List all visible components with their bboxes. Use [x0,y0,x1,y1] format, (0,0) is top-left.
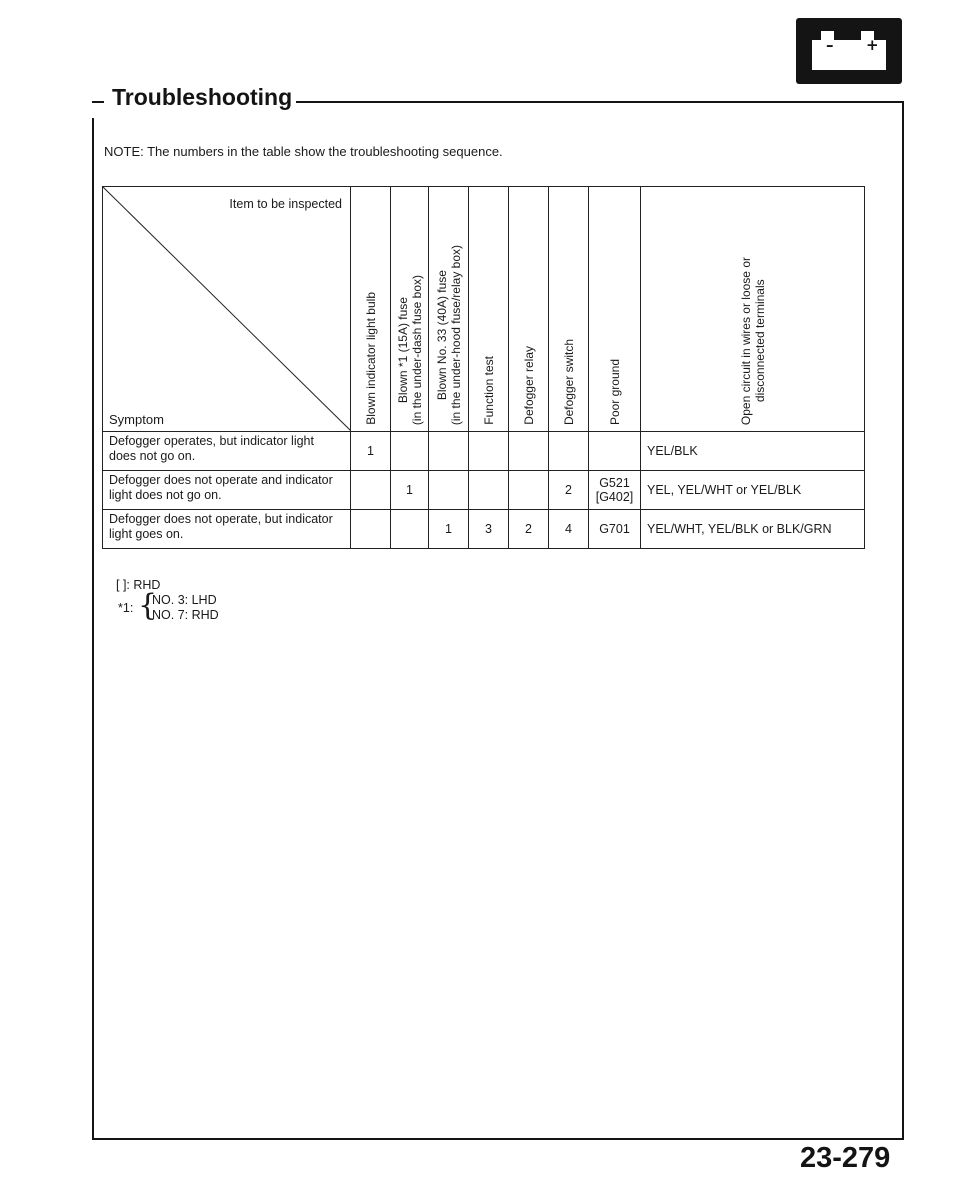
column-header: Blown *1 (15A) fuse (in the under-dash fuse box) [391,187,429,432]
ground-cell: G521 [G402] [589,471,641,510]
column-header: Defogger switch [549,187,589,432]
item-to-be-inspected-label: Item to be inspected [229,197,342,211]
symptom-cell: Defogger does not operate and indicator light does not go on. [103,471,351,510]
symptom-label: Symptom [109,412,164,427]
symptom-cell: Defogger operates, but indicator light does not go on. [103,432,351,471]
wire-colors-cell: YEL/WHT, YEL/BLK or BLK/GRN [641,510,865,549]
column-header: Defogger relay [509,187,549,432]
column-header: Blown No. 33 (40A) fuse (in the under-hood fuse/relay box) [429,187,469,432]
wire-colors-cell: YEL/BLK [641,432,865,471]
battery-icon: – + [796,18,902,84]
section-title: Troubleshooting [112,84,293,110]
troubleshooting-table [102,186,865,549]
wire-colors-cell: YEL, YEL/WHT or YEL/BLK [641,471,865,510]
table-row: Defogger does not operate, but indicator light goes on. 1 3 2 4 G701 YEL/WHT, YEL/BLK or BLK/GRN [103,510,865,549]
symptom-cell: Defogger does not operate, but indicator light goes on. [103,510,351,549]
table-row: Defogger operates, but indicator light does not go on. 1 YEL/BLK [103,432,865,471]
table-row: Defogger does not operate and indicator light does not go on. 1 2 G521 [G402] YEL, YEL/WHT or YEL/BLK [103,471,865,510]
column-header: Function test [469,187,509,432]
column-header: Blown indicator light bulb [351,187,391,432]
table-corner-cell [103,187,351,432]
rhd-note: [ ]: RHD [116,578,161,592]
column-header: Poor ground [589,187,641,432]
table-header-row [103,187,865,432]
column-header: Open circuit in wires or loose or disconnected terminals [641,187,865,432]
page-number: 23-279 [800,1142,891,1174]
note-text: NOTE: The numbers in the table show the troubleshooting sequence. [104,144,503,159]
